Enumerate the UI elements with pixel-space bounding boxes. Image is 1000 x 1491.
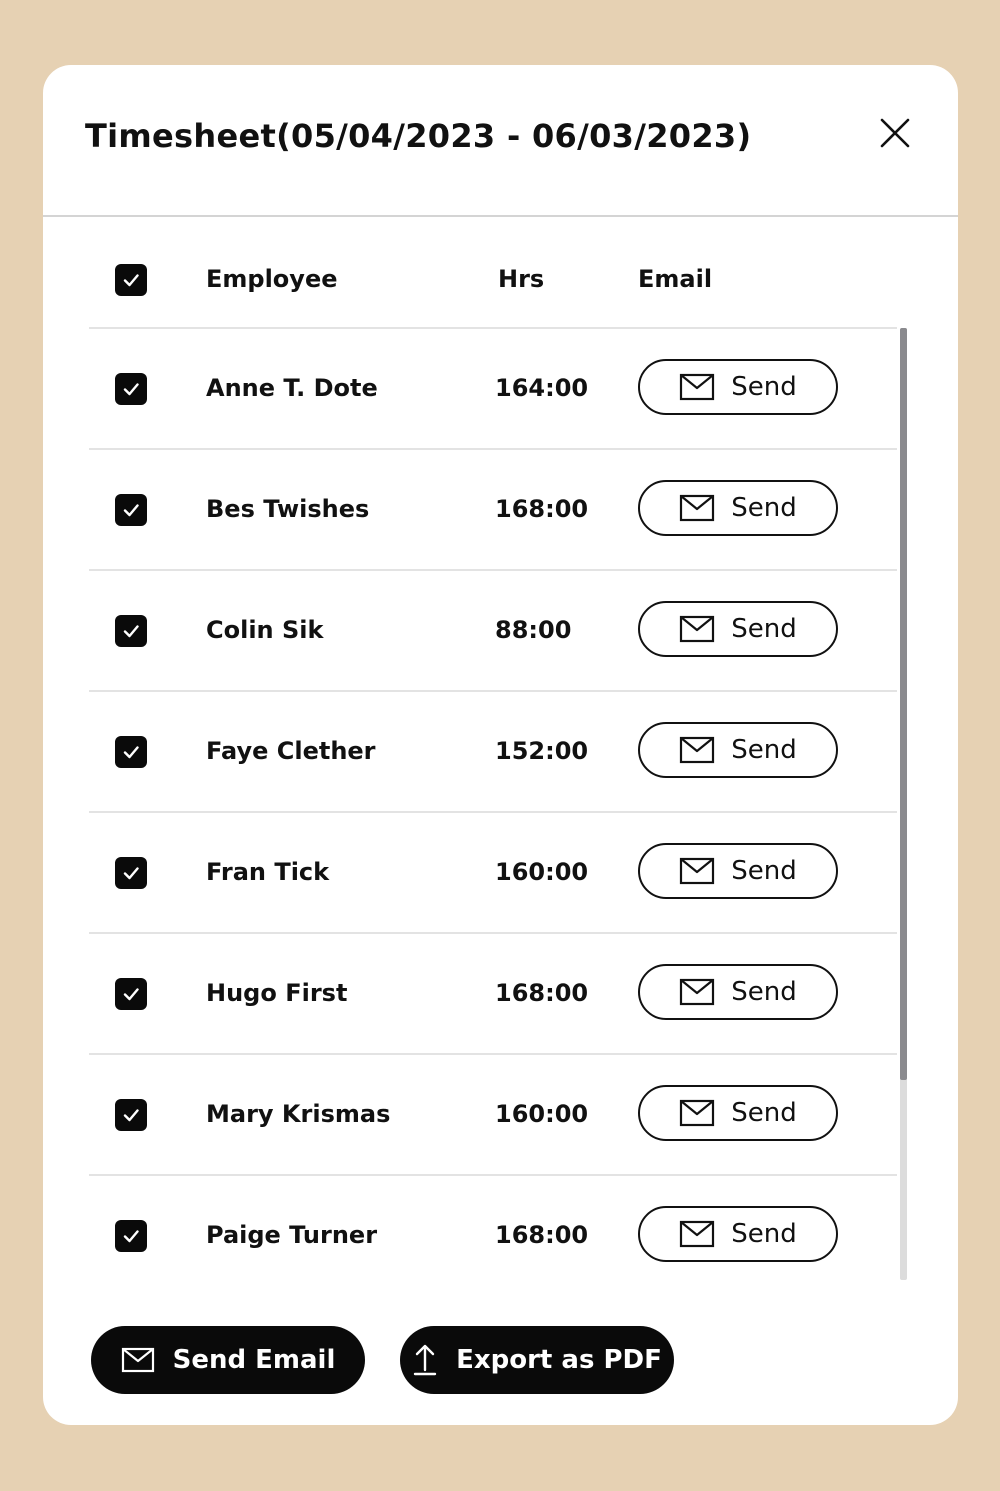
employee-name: Colin Sik	[206, 616, 324, 644]
check-icon	[121, 1105, 141, 1125]
send-label: Send	[731, 1219, 797, 1249]
check-icon	[121, 984, 141, 1004]
employee-name: Fran Tick	[206, 858, 330, 886]
hours-value: 152:00	[495, 737, 589, 765]
scrollbar-track[interactable]	[900, 328, 907, 1280]
hours-value: 168:00	[495, 979, 589, 1007]
hours-value: 168:00	[495, 495, 589, 523]
select-all-checkbox[interactable]	[115, 264, 147, 296]
send-email-label: Send Email	[172, 1345, 336, 1375]
table-body	[89, 329, 897, 1295]
row-checkbox[interactable]	[115, 1220, 147, 1252]
row-checkbox[interactable]	[115, 1099, 147, 1131]
mail-icon	[121, 1347, 155, 1373]
send-button[interactable]	[638, 843, 838, 899]
table-row	[89, 1055, 897, 1176]
send-button[interactable]	[638, 1206, 838, 1262]
employee-name: Bes Twishes	[206, 495, 370, 523]
table-row	[89, 934, 897, 1055]
mail-icon	[679, 373, 715, 401]
check-icon	[121, 379, 141, 399]
send-label: Send	[731, 735, 797, 765]
send-label: Send	[731, 372, 797, 402]
table-row	[89, 571, 897, 692]
export-pdf-button[interactable]	[400, 1326, 674, 1394]
send-button[interactable]	[638, 722, 838, 778]
table-row	[89, 329, 897, 450]
mail-icon	[679, 736, 715, 764]
check-icon	[121, 1226, 141, 1246]
mail-icon	[679, 978, 715, 1006]
hours-value: 160:00	[495, 858, 589, 886]
modal-header	[43, 65, 958, 217]
row-checkbox[interactable]	[115, 736, 147, 768]
scrollbar-thumb[interactable]	[900, 328, 907, 1080]
hours-value: 160:00	[495, 1100, 589, 1128]
send-label: Send	[731, 856, 797, 886]
send-label: Send	[731, 493, 797, 523]
mail-icon	[679, 857, 715, 885]
employee-name: Hugo First	[206, 979, 348, 1007]
mail-icon	[679, 494, 715, 522]
employee-name: Anne T. Dote	[206, 374, 378, 402]
check-icon	[121, 863, 141, 883]
row-checkbox[interactable]	[115, 978, 147, 1010]
table-row	[89, 813, 897, 934]
send-email-button[interactable]	[91, 1326, 365, 1394]
send-button[interactable]	[638, 480, 838, 536]
row-checkbox[interactable]	[115, 373, 147, 405]
row-checkbox[interactable]	[115, 857, 147, 889]
send-label: Send	[731, 1098, 797, 1128]
close-button[interactable]	[875, 113, 915, 153]
row-checkbox[interactable]	[115, 615, 147, 647]
send-button[interactable]	[638, 1085, 838, 1141]
send-button[interactable]	[638, 964, 838, 1020]
table-row	[89, 1176, 897, 1295]
table-row	[89, 450, 897, 571]
upload-icon	[412, 1343, 438, 1377]
check-icon	[121, 500, 141, 520]
table-header	[89, 217, 897, 329]
modal-title: Timesheet(05/04/2023 - 06/03/2023)	[85, 117, 752, 155]
send-label: Send	[731, 614, 797, 644]
hours-value: 88:00	[495, 616, 572, 644]
column-header-employee[interactable]: Employee	[206, 265, 338, 293]
export-pdf-label: Export as PDF	[456, 1345, 662, 1375]
mail-icon	[679, 1220, 715, 1248]
check-icon	[121, 270, 141, 290]
table-row	[89, 692, 897, 813]
column-header-email: Email	[638, 265, 713, 293]
close-icon	[875, 113, 915, 153]
row-checkbox[interactable]	[115, 494, 147, 526]
hours-value: 168:00	[495, 1221, 589, 1249]
mail-icon	[679, 615, 715, 643]
send-button[interactable]	[638, 359, 838, 415]
employee-name: Mary Krismas	[206, 1100, 391, 1128]
employee-name: Paige Turner	[206, 1221, 378, 1249]
mail-icon	[679, 1099, 715, 1127]
check-icon	[121, 742, 141, 762]
employee-name: Faye Clether	[206, 737, 376, 765]
send-button[interactable]	[638, 601, 838, 657]
column-header-hrs[interactable]: Hrs	[498, 265, 545, 293]
timesheet-modal	[43, 65, 958, 1425]
check-icon	[121, 621, 141, 641]
hours-value: 164:00	[495, 374, 589, 402]
send-label: Send	[731, 977, 797, 1007]
